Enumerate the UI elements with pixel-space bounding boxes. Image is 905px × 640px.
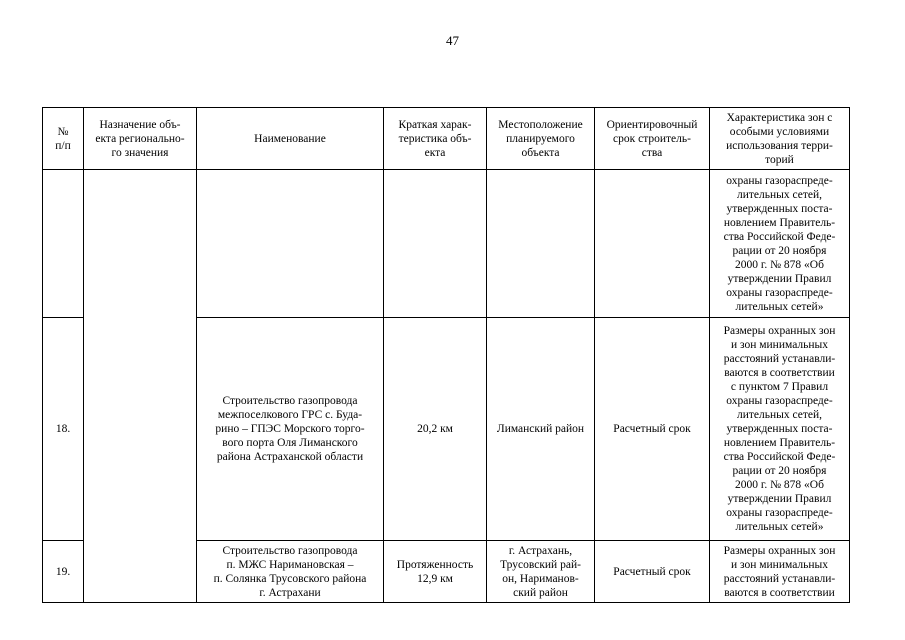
- text-line: планируемого: [506, 132, 575, 145]
- text-line: Трусовский рай-: [500, 558, 581, 571]
- text-line: вого порта Оля Лиманского: [222, 437, 358, 449]
- cell-num: [43, 170, 84, 318]
- text-line: Лиманский район: [496, 423, 585, 435]
- text-line: лительных сетей»: [735, 300, 824, 313]
- cell-zones: [710, 541, 850, 603]
- text-line: екта регионально-: [95, 132, 185, 145]
- text-line: Местоположение: [498, 118, 583, 131]
- text-line: расстояний устанавли-: [723, 572, 836, 585]
- cell-zones: [710, 318, 850, 541]
- text-line: 2000 г. № 878 «Об: [735, 479, 824, 491]
- header-deadline: [595, 108, 710, 170]
- text-line: ства Российской Феде-: [723, 230, 836, 243]
- text-line: теристика объ-: [398, 132, 472, 145]
- text-line: лительных сетей,: [736, 409, 823, 421]
- header-characteristic: [384, 108, 487, 170]
- text-line: Размеры охранных зон: [723, 325, 836, 337]
- text-line: охраны газораспреде-: [726, 286, 833, 299]
- text-line: г. Астрахань,: [508, 544, 573, 557]
- cell-name: [197, 541, 384, 603]
- text-line: п. МЖС Наримановская –: [226, 558, 354, 571]
- cell-characteristic: [384, 318, 487, 541]
- text-line: екта: [424, 146, 446, 159]
- text-line: Строительство газопровода: [222, 544, 358, 557]
- text-line: рино – ГПЭС Морского торго-: [215, 423, 365, 435]
- text-line: Расчетный срок: [613, 565, 691, 578]
- cell-location: [487, 318, 595, 541]
- text-line: охраны газораспреде-: [726, 395, 833, 407]
- cell-location: [487, 170, 595, 318]
- text-line: новлением Правитель-: [723, 437, 836, 449]
- text-line: Ориентировочный: [606, 118, 698, 131]
- text-line: Наименование: [254, 132, 326, 145]
- text-line: утвержденных поста-: [726, 202, 833, 215]
- text-line: расстояний устанавли-: [723, 353, 836, 365]
- cell-purpose-merged: [84, 170, 197, 603]
- regional-objects-table: [42, 107, 850, 603]
- text-line: и зон минимальных: [730, 339, 829, 351]
- text-line: утвержденных поста-: [726, 423, 833, 435]
- text-line: срок строитель-: [613, 132, 691, 145]
- header-row: [43, 108, 850, 170]
- text-line: утверждении Правил: [727, 493, 832, 505]
- header-location: [487, 108, 595, 170]
- text-line: 2000 г. № 878 «Об: [735, 258, 824, 271]
- header-name: [197, 108, 384, 170]
- text-line: Расчетный срок: [613, 423, 691, 435]
- text-line: п. Солянка Трусовского района: [213, 572, 367, 585]
- text-line: межпоселкового ГРС с. Буда-: [217, 409, 363, 421]
- text-line: охраны газораспреде-: [726, 174, 833, 187]
- text-line: ства Российской Феде-: [723, 451, 836, 463]
- text-line: использования терри-: [726, 139, 833, 152]
- header-purpose: [84, 108, 197, 170]
- cell-deadline: [595, 318, 710, 541]
- text-line: Краткая харак-: [398, 118, 472, 131]
- text-line: рации от 20 ноября: [732, 465, 827, 477]
- text-line: лительных сетей,: [736, 188, 823, 201]
- text-line: охраны газораспреде-: [726, 507, 833, 519]
- text-line: и зон минимальных: [730, 558, 829, 571]
- text-line: №: [57, 125, 69, 138]
- cell-num: 19.: [43, 541, 84, 603]
- header-zones: [710, 108, 850, 170]
- cell-num: 18.: [43, 318, 84, 541]
- header-num: [43, 108, 84, 170]
- text-line: рации от 20 ноября: [732, 244, 827, 257]
- text-line: Строительство газопровода: [222, 395, 358, 407]
- text-line: Протяженность: [396, 558, 474, 571]
- cell-deadline: [595, 170, 710, 318]
- cell-zones: [710, 170, 850, 318]
- text-line: новлением Правитель-: [723, 216, 836, 229]
- text-line: Размеры охранных зон: [723, 544, 836, 557]
- table-row-continuation: [43, 170, 850, 318]
- page-number: 47: [446, 33, 459, 48]
- text-line: объекта: [521, 146, 560, 159]
- text-line: ства: [641, 146, 663, 159]
- text-line: п/п: [55, 139, 71, 152]
- cell-location: [487, 541, 595, 603]
- cell-deadline: [595, 541, 710, 603]
- text-line: он, Нариманов-: [502, 572, 579, 585]
- text-line: го значения: [111, 146, 169, 159]
- cell-characteristic: [384, 170, 487, 318]
- text-line: Назначение объ-: [99, 118, 181, 131]
- text-line: ваются в соответствии: [724, 586, 835, 599]
- text-line: торий: [765, 153, 794, 166]
- text-line: ский район: [513, 586, 568, 599]
- cell-characteristic: [384, 541, 487, 603]
- text-line: 20,2 км: [417, 423, 453, 435]
- text-line: г. Астрахани: [259, 586, 321, 599]
- text-line: ваются в соответствии: [724, 367, 835, 379]
- text-line: района Астраханской области: [216, 451, 364, 463]
- cell-name: [197, 318, 384, 541]
- text-line: с пунктом 7 Правил: [730, 381, 829, 393]
- text-line: лительных сетей»: [735, 521, 824, 533]
- text-line: Характеристика зон с: [726, 111, 833, 124]
- text-line: особыми условиями: [729, 125, 830, 138]
- text-line: утверждении Правил: [727, 272, 832, 285]
- text-line: 12,9 км: [417, 572, 453, 585]
- cell-name: [197, 170, 384, 318]
